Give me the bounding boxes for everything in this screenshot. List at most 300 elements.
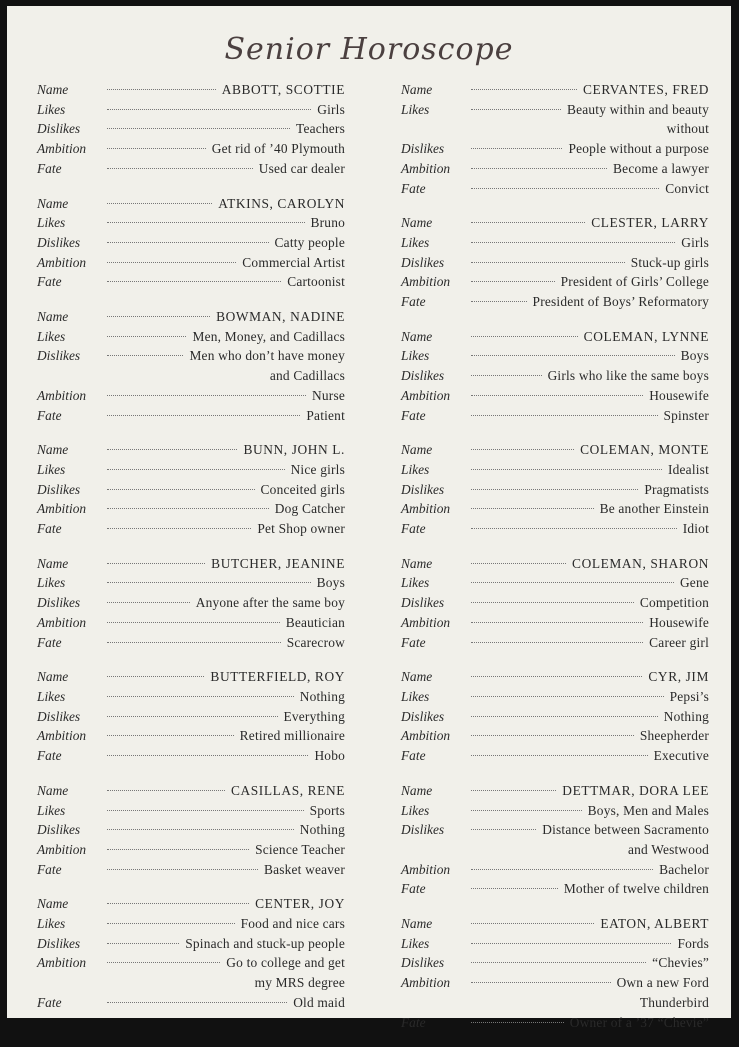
name-row — [37, 554, 345, 574]
dot-leader — [471, 508, 594, 509]
ambition-value: Go to college and get — [226, 955, 345, 971]
dot-leader — [471, 790, 556, 791]
likes-row — [401, 801, 709, 821]
dot-leader — [107, 903, 249, 904]
dot-leader — [107, 262, 236, 263]
ambition-label: Ambition — [37, 841, 87, 857]
fate-value: Owner of a ’37 “Chevie” — [569, 1014, 709, 1030]
name-row — [37, 667, 345, 687]
dislikes-label: Dislikes — [401, 708, 445, 724]
dot-leader — [107, 755, 308, 756]
horoscope-entry — [37, 80, 345, 179]
ambition-label: Ambition — [37, 728, 87, 744]
dislikes-value: People without a purpose — [568, 141, 709, 157]
fate-value: Executive — [653, 748, 709, 764]
dislikes-label: Dislikes — [37, 234, 81, 250]
fate-row — [401, 519, 709, 539]
likes-row — [401, 460, 709, 480]
dot-leader — [107, 622, 280, 623]
name-label: Name — [401, 555, 433, 571]
fate-value: Patient — [306, 407, 345, 423]
dot-leader — [471, 716, 658, 717]
likes-label: Likes — [37, 461, 66, 477]
name-label: Name — [401, 328, 433, 344]
ambition-label: Ambition — [401, 614, 451, 630]
dot-leader — [107, 602, 190, 603]
likes-row — [37, 460, 345, 480]
dot-leader — [471, 469, 662, 470]
dot-leader — [107, 89, 216, 90]
dot-leader — [471, 301, 527, 302]
ambition-value: Dog Catcher — [274, 501, 345, 517]
dot-leader — [107, 849, 249, 850]
dislikes-value: Spinach and stuck-up people — [185, 935, 345, 951]
ambition-label: Ambition — [37, 614, 87, 630]
fate-row — [401, 292, 709, 312]
fate-value: Hobo — [314, 748, 345, 764]
fate-value: Spinster — [663, 407, 709, 423]
likes-label: Likes — [37, 328, 66, 344]
name-row — [401, 440, 709, 460]
dislikes-value: Men who don’t have money — [189, 348, 345, 364]
name-row — [37, 440, 345, 460]
ambition-value: Housewife — [649, 614, 709, 630]
name-row — [37, 307, 345, 327]
dot-leader — [107, 1002, 287, 1003]
name-label: Name — [401, 669, 433, 685]
ambition-row — [401, 386, 709, 406]
name-label: Name — [37, 442, 69, 458]
dislikes-row — [401, 953, 709, 973]
fate-value: Career girl — [649, 634, 709, 650]
name-row — [401, 667, 709, 687]
dot-leader — [107, 943, 179, 944]
dot-leader — [107, 508, 269, 509]
dot-leader — [107, 203, 212, 204]
dot-leader — [471, 982, 611, 983]
name-label: Name — [37, 309, 69, 325]
name-row — [401, 80, 709, 100]
ambition-value: Science Teacher — [255, 841, 345, 857]
name-value: COLEMAN, SHARON — [572, 555, 709, 571]
dislikes-value: “Chevies” — [652, 955, 709, 971]
fate-row — [401, 1013, 709, 1033]
fate-row — [37, 519, 345, 539]
page-title: Senior Horoscope — [224, 32, 514, 67]
dislikes-value: Stuck-up girls — [630, 254, 709, 270]
dislikes-value-continued: and Cadillacs — [269, 368, 345, 384]
dot-leader — [471, 528, 677, 529]
dot-leader — [107, 962, 220, 963]
ambition-label: Ambition — [37, 387, 87, 403]
likes-label: Likes — [37, 802, 66, 818]
ambition-row — [37, 139, 345, 159]
dislikes-row — [37, 346, 345, 366]
ambition-row — [401, 973, 709, 993]
name-label: Name — [401, 442, 433, 458]
likes-label: Likes — [37, 101, 66, 117]
likes-label: Likes — [37, 688, 66, 704]
dot-leader — [107, 148, 206, 149]
likes-row — [401, 346, 709, 366]
dot-leader — [107, 676, 204, 677]
likes-value: Men, Money, and Cadillacs — [192, 328, 345, 344]
likes-value: Sports — [309, 802, 345, 818]
likes-label: Likes — [37, 575, 66, 591]
horoscope-entry — [37, 440, 345, 539]
likes-value: Nothing — [299, 688, 345, 704]
dot-leader — [107, 336, 186, 337]
likes-row — [401, 687, 709, 707]
dot-leader — [471, 676, 642, 677]
dislikes-row — [401, 253, 709, 273]
likes-value: Beauty within and beauty — [566, 101, 709, 117]
likes-row — [37, 687, 345, 707]
name-label: Name — [37, 896, 69, 912]
dot-leader — [471, 888, 558, 889]
dislikes-value-continued: and Westwood — [627, 841, 709, 857]
fate-value: Idiot — [682, 521, 709, 537]
horoscope-entry — [37, 194, 345, 293]
dot-leader — [471, 755, 648, 756]
fate-label: Fate — [401, 521, 426, 537]
likes-value: Girls — [317, 101, 345, 117]
dot-leader — [471, 829, 536, 830]
likes-value: Gene — [679, 575, 709, 591]
ambition-row — [37, 840, 345, 860]
dot-leader — [107, 716, 278, 717]
dislikes-label: Dislikes — [401, 822, 445, 838]
ambition-value-continued: my MRS degree — [254, 975, 345, 991]
dot-leader — [471, 943, 671, 944]
dot-leader — [107, 242, 269, 243]
likes-value: Boys — [316, 575, 345, 591]
dot-leader — [471, 489, 638, 490]
name-row — [401, 781, 709, 801]
name-label: Name — [401, 782, 433, 798]
dot-leader — [471, 148, 562, 149]
dot-leader — [471, 642, 643, 643]
ambition-value: Get rid of ’40 Plymouth — [211, 141, 345, 157]
horoscope-entry — [401, 213, 709, 312]
dot-leader — [471, 168, 607, 169]
horoscope-entry — [401, 667, 709, 766]
name-label: Name — [37, 195, 69, 211]
name-value: ATKINS, CAROLYN — [218, 195, 345, 211]
fate-label: Fate — [37, 274, 62, 290]
name-value: CLESTER, LARRY — [591, 215, 709, 231]
name-value: CASILLAS, RENE — [230, 782, 345, 798]
likes-value: Boys — [680, 348, 709, 364]
ambition-value: Retired millionaire — [239, 728, 345, 744]
ambition-value: Commercial Artist — [242, 254, 345, 270]
likes-label: Likes — [401, 935, 430, 951]
dot-leader — [107, 642, 281, 643]
dot-leader — [107, 869, 258, 870]
ambition-row — [37, 953, 345, 973]
dot-leader — [471, 810, 582, 811]
dislikes-value: Conceited girls — [260, 481, 345, 497]
ambition-label: Ambition — [401, 728, 451, 744]
fate-row — [37, 860, 345, 880]
ambition-label: Ambition — [401, 975, 451, 991]
dislikes-value: Catty people — [274, 234, 345, 250]
dot-leader — [107, 449, 237, 450]
ambition-value: Sheepherder — [639, 728, 709, 744]
dot-leader — [107, 168, 253, 169]
dot-leader — [471, 375, 542, 376]
fate-label: Fate — [401, 748, 426, 764]
likes-row — [401, 573, 709, 593]
name-row — [401, 213, 709, 233]
name-label: Name — [401, 916, 433, 932]
fate-row — [37, 993, 345, 1013]
dot-leader — [107, 735, 234, 736]
dot-leader — [107, 829, 294, 830]
dot-leader — [107, 222, 305, 223]
dot-leader — [471, 89, 577, 90]
horoscope-entry — [401, 781, 709, 899]
horoscope-entry — [401, 554, 709, 653]
dot-leader — [107, 528, 251, 529]
dislikes-value: Pragmatists — [644, 481, 709, 497]
dislikes-label: Dislikes — [401, 368, 445, 384]
likes-row — [401, 934, 709, 954]
dislikes-label: Dislikes — [37, 481, 81, 497]
dislikes-label: Dislikes — [37, 348, 81, 364]
likes-value: Idealist — [667, 461, 709, 477]
dot-leader — [471, 449, 574, 450]
dot-leader — [471, 355, 675, 356]
dislikes-value: Teachers — [296, 121, 345, 137]
likes-row — [37, 573, 345, 593]
ambition-value: President of Girls’ College — [560, 274, 709, 290]
ambition-row — [401, 272, 709, 292]
dot-leader — [107, 355, 183, 356]
dislikes-row — [401, 366, 709, 386]
name-value: BOWMAN, NADINE — [216, 309, 345, 325]
name-label: Name — [401, 82, 433, 97]
fate-row — [37, 406, 345, 426]
dislikes-row — [401, 480, 709, 500]
fate-value: Cartoonist — [287, 274, 345, 290]
ambition-label: Ambition — [37, 254, 87, 270]
dot-leader — [107, 696, 294, 697]
dislikes-label: Dislikes — [401, 141, 445, 157]
horoscope-entry — [37, 781, 345, 880]
name-value: CENTER, JOY — [255, 896, 345, 912]
likes-label: Likes — [401, 461, 430, 477]
name-label: Name — [401, 215, 433, 231]
name-label: Name — [37, 555, 69, 571]
name-value: BUNN, JOHN L. — [243, 442, 345, 458]
dislikes-row — [37, 119, 345, 139]
fate-row — [401, 406, 709, 426]
fate-row — [401, 879, 709, 899]
horoscope-entry — [401, 80, 709, 198]
fate-value: Convict — [665, 180, 709, 196]
likes-row — [37, 100, 345, 120]
horoscope-entry — [37, 894, 345, 1012]
dot-leader — [107, 469, 285, 470]
dot-leader — [471, 188, 659, 189]
dot-leader — [107, 563, 205, 564]
name-row — [401, 327, 709, 347]
likes-row — [37, 213, 345, 233]
dot-leader — [471, 336, 578, 337]
dislikes-row — [37, 820, 345, 840]
fate-label: Fate — [401, 180, 426, 196]
dislikes-label: Dislikes — [37, 595, 81, 611]
fate-label: Fate — [37, 861, 62, 877]
fate-label: Fate — [37, 748, 62, 764]
dot-leader — [471, 735, 634, 736]
name-row — [37, 894, 345, 914]
name-row — [37, 80, 345, 100]
likes-label: Likes — [401, 575, 430, 591]
name-label: Name — [37, 782, 69, 798]
fate-label: Fate — [37, 521, 62, 537]
ambition-row — [401, 613, 709, 633]
dot-leader — [471, 415, 658, 416]
ambition-row — [401, 860, 709, 880]
dot-leader — [107, 810, 304, 811]
dot-leader — [471, 1022, 564, 1023]
ambition-row — [401, 726, 709, 746]
dislikes-row — [37, 707, 345, 727]
ambition-value-continued: Thunderbird — [639, 994, 709, 1010]
fate-row — [401, 179, 709, 199]
name-row — [37, 194, 345, 214]
dislikes-row — [401, 707, 709, 727]
likes-row — [401, 100, 709, 120]
ambition-value: Housewife — [649, 387, 709, 403]
ambition-label: Ambition — [37, 955, 87, 971]
dislikes-value: Everything — [283, 708, 345, 724]
horoscope-entry — [401, 440, 709, 539]
dislikes-row — [37, 934, 345, 954]
dislikes-label: Dislikes — [37, 708, 81, 724]
likes-label: Likes — [37, 916, 66, 932]
fate-row — [401, 746, 709, 766]
likes-row — [401, 233, 709, 253]
dislikes-label: Dislikes — [401, 254, 445, 270]
dot-leader — [471, 281, 555, 282]
ambition-row — [37, 499, 345, 519]
ambition-label: Ambition — [37, 141, 87, 157]
likes-value: Food and nice cars — [240, 916, 345, 932]
fate-row — [401, 633, 709, 653]
likes-value: Bruno — [310, 215, 345, 231]
dislikes-row — [37, 480, 345, 500]
likes-row — [37, 327, 345, 347]
name-label: Name — [37, 82, 69, 97]
likes-label: Likes — [37, 215, 66, 231]
dislikes-value: Anyone after the same boy — [195, 595, 345, 611]
ambition-row — [401, 159, 709, 179]
fate-label: Fate — [401, 294, 426, 310]
fate-label: Fate — [401, 634, 426, 650]
likes-value: Pepsi’s — [669, 688, 709, 704]
dot-leader — [471, 602, 634, 603]
horoscope-entry — [401, 914, 709, 1032]
fate-value: Mother of twelve children — [563, 881, 709, 897]
dislikes-label: Dislikes — [401, 595, 445, 611]
fate-value: Basket weaver — [263, 861, 345, 877]
dot-leader — [471, 923, 594, 924]
dot-leader — [107, 281, 281, 282]
fate-row — [37, 633, 345, 653]
dislikes-value: Girls who like the same boys — [547, 368, 709, 384]
name-value: ABBOTT, SCOTTIE — [221, 82, 345, 97]
name-row — [37, 781, 345, 801]
dot-leader — [107, 923, 235, 924]
ambition-row — [37, 386, 345, 406]
ambition-row — [37, 726, 345, 746]
fate-value: President of Boys’ Reformatory — [532, 294, 709, 310]
dot-leader — [107, 415, 300, 416]
ambition-row — [37, 253, 345, 273]
ambition-label: Ambition — [401, 160, 451, 176]
horoscope-entry — [37, 307, 345, 425]
horoscope-entry — [37, 554, 345, 653]
horoscope-entry — [37, 667, 345, 766]
dislikes-value: Competition — [639, 595, 709, 611]
dislikes-row — [37, 593, 345, 613]
horoscope-entry — [401, 327, 709, 426]
fate-label: Fate — [37, 407, 62, 423]
dot-leader — [107, 316, 210, 317]
ambition-value: Own a new Ford — [616, 975, 709, 991]
dot-leader — [471, 242, 675, 243]
name-value: CYR, JIM — [648, 669, 709, 685]
left-column — [37, 80, 345, 1028]
fate-row — [37, 159, 345, 179]
likes-value: Boys, Men and Males — [587, 802, 709, 818]
fate-label: Fate — [37, 634, 62, 650]
dislikes-row — [37, 233, 345, 253]
dislikes-value: Distance between Sacramento — [542, 822, 709, 838]
likes-label: Likes — [401, 802, 430, 818]
ambition-label: Ambition — [401, 501, 451, 517]
likes-label: Likes — [401, 234, 430, 250]
dislikes-label: Dislikes — [401, 481, 445, 497]
ambition-label: Ambition — [401, 387, 451, 403]
ambition-label: Ambition — [401, 861, 451, 877]
name-value: COLEMAN, LYNNE — [583, 328, 709, 344]
dot-leader — [471, 962, 646, 963]
likes-value: Fords — [677, 935, 709, 951]
dot-leader — [471, 222, 585, 223]
fate-value: Old maid — [293, 994, 345, 1010]
fate-value: Pet Shop owner — [257, 521, 345, 537]
likes-value: Girls — [681, 234, 709, 250]
fate-label: Fate — [37, 994, 62, 1010]
dot-leader — [107, 582, 311, 583]
fate-label: Fate — [401, 881, 426, 897]
ambition-value: Become a lawyer — [613, 160, 709, 176]
dot-leader — [471, 395, 643, 396]
ambition-label: Ambition — [401, 274, 451, 290]
name-row — [401, 554, 709, 574]
dot-leader — [471, 563, 566, 564]
fate-value: Scarecrow — [286, 634, 345, 650]
name-value: BUTCHER, JEANINE — [211, 555, 345, 571]
name-row — [401, 914, 709, 934]
dot-leader — [471, 582, 674, 583]
dot-leader — [107, 489, 255, 490]
dot-leader — [107, 109, 311, 110]
